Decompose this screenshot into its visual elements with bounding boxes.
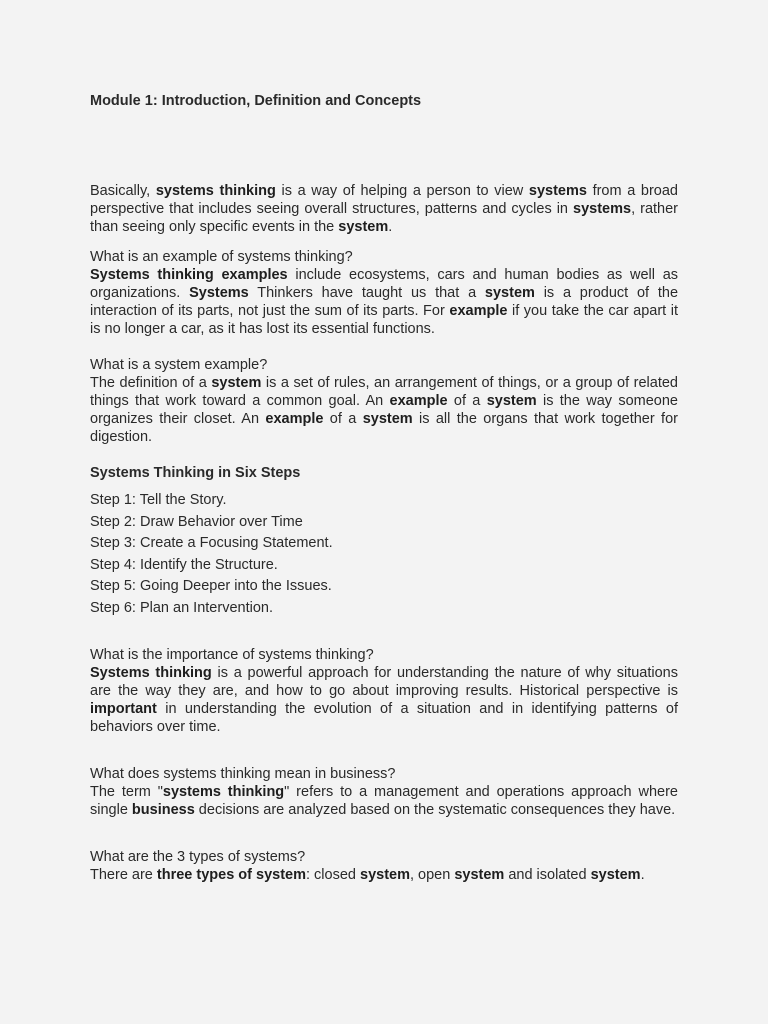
emphasis-text: important: [90, 700, 157, 717]
emphasis-text: systems: [528, 183, 587, 199]
document-body: [90, 92, 678, 884]
emphasis-text: system: [211, 375, 262, 391]
list-item: Step 2: Draw Behavior over Time: [90, 513, 303, 530]
qa-section-types: [90, 848, 678, 884]
qa-section-business: [90, 765, 678, 819]
qa-section-example-systems-thinking: [90, 248, 678, 338]
question-text: What does systems thinking mean in business?: [90, 765, 396, 782]
page-title: Module 1: Introduction, Definition and Concepts: [90, 93, 422, 109]
answer-text: Systems thinking is a powerful approach for understanding the nature of why situations are the way they are, and how to go about improving results. Historical perspective is important in understanding the evolution of a situation and in identifying patterns of behaviors over time.: [90, 664, 678, 735]
steps-heading: Systems Thinking in Six Steps: [90, 465, 301, 481]
emphasis-text: three types of system: [156, 866, 306, 883]
emphasis-text: systems: [573, 201, 632, 217]
intro-paragraph: Basically, systems thinking is a way of helping a person to view systems from a broad perspective that includes seeing overall structures, patterns and cycles in systems, rather than seeing only specific events in the system.: [90, 183, 679, 235]
emphasis-text: system: [454, 866, 505, 883]
list-item: Step 1: Tell the Story.: [90, 492, 227, 508]
emphasis-text: systems thinking: [155, 183, 276, 199]
question-text: What are the 3 types of systems?: [90, 848, 306, 865]
answer-text: There are three types of system: closed system, open system and isolated system.: [90, 866, 645, 883]
emphasis-text: system: [362, 411, 413, 427]
list-item: Step 5: Going Deeper into the Issues.: [90, 578, 332, 595]
emphasis-text: Systems thinking examples: [90, 267, 288, 283]
emphasis-text: system: [486, 393, 537, 409]
qa-section-system-example: [90, 356, 678, 446]
list-item: Step 6: Plan an Intervention.: [90, 599, 273, 616]
list-item: Step 3: Create a Focusing Statement.: [90, 535, 333, 552]
steps-list: [90, 490, 678, 620]
emphasis-text: systems thinking: [162, 783, 285, 800]
emphasis-text: system: [338, 219, 389, 235]
emphasis-text: system: [360, 866, 410, 883]
emphasis-text: example: [389, 393, 448, 409]
answer-text: The term "systems thinking" refers to a management and operations approach where single business decisions are analyzed based on the systematic consequences they have.: [90, 783, 678, 818]
list-item: Step 4: Identify the Structure.: [90, 556, 278, 573]
emphasis-text: system: [590, 866, 641, 883]
emphasis-text: Systems: [189, 285, 249, 301]
emphasis-text: system: [484, 285, 535, 301]
question-text: What is an example of systems thinking?: [90, 249, 353, 265]
qa-section-importance: [90, 646, 678, 736]
emphasis-text: business: [131, 801, 195, 818]
answer-text: Systems thinking examples include ecosystems, cars and human bodies as well as organizations. Systems Thinkers have taught us that a system is a product of the interaction of its parts, not just the sum of its parts. For example if you take the car apart it is no longer a car, as it has lost its essential functions.: [90, 267, 679, 337]
emphasis-text: example: [265, 411, 324, 427]
answer-text: The definition of a system is a set of rules, an arrangement of things, or a group of related things that work toward a common goal. An example of a system is the way someone organizes their closet. An example of a system is all the organs that work together for digestion.: [90, 375, 678, 445]
emphasis-text: Systems thinking: [90, 664, 212, 681]
emphasis-text: example: [449, 303, 508, 319]
question-text: What is a system example?: [90, 357, 268, 373]
question-text: What is the importance of systems thinking?: [90, 646, 374, 663]
